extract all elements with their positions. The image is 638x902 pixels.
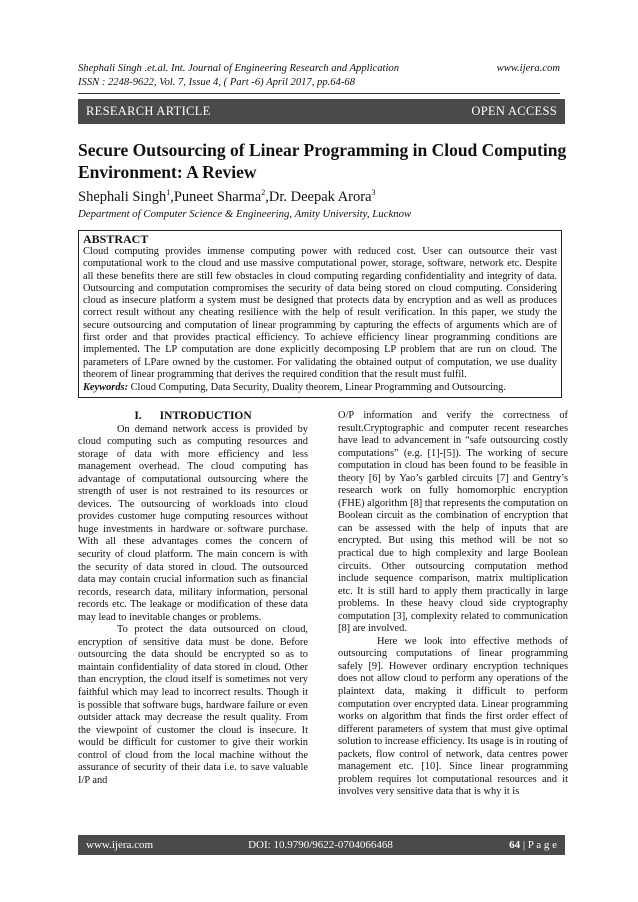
author-name: Shephali Singh bbox=[78, 188, 167, 205]
affiliation: Department of Computer Science & Engineering, Amity University, Lucknow bbox=[78, 208, 412, 220]
section-title: INTRODUCTION bbox=[159, 410, 252, 422]
body-paragraph: On demand network access is provided by cloud computing such as computing resources and storage of data with more efficiency and less management overhead. The cloud computing has advantage of computational outsourcing where the strength of user is not restrained to its resources or devices. The outsourcing of workloads into cloud provides customer huge computing resources without huge investments in hardware or software purchase. With all these advantages comes the concern of security of cloud platform. The main concern is with the security of data stored in cloud. The outsourced data may contain crucial information such as financial records, research data, military information, personal records etc. The leakage or modification of these data may lead to inevitable changes or problems. bbox=[78, 423, 308, 623]
article-type-banner bbox=[78, 99, 565, 124]
keywords-line bbox=[83, 382, 557, 394]
author-name: Dr. Deepak Arora bbox=[268, 188, 372, 205]
body-paragraph: Here we look into effective methods of outsourcing computations of linear programming safely [9]. However ordinary encryption techniques does not allow cloud to perform any operations of the plaintext data, making it difficult to perform computation over encrypted data. Linear programming works on algorithm that finds the first order effect of different parameters of system that must give optimal solution to increase efficiency. Its usage is in routing of packets, flow control of network, data centres power management etc. [10]. Since linear programming problem requires lot computational resources and it involves very sensitive data that is why it is bbox=[338, 635, 568, 798]
body-paragraph: O/P information and verify the correctness of result.Cryptographic and computer recent researches have lead to advancement in “safe outsourcing costly computations” (e.g. [1]-[5]). The working of secure computation in cloud has been found to be feasible in theory [6] by Yao’s garbled circuits [7] and Gentry’s research work on fully homomorphic encryption (FHE) algorithm [8] that represents the computation on Boolean circuit as the combination of encryption that can be assessed with the help of inputs that are encrypted. But using this method will be not so practical due to high complexity and large Boolean circuits. Other outsourcing computation method include sequence comparison, matrix multiplication etc. It is still hard to apply them practically in large problems. In these heavy cloud side cryptography computation [3], complexity related to communication [8] are involved. bbox=[338, 410, 568, 635]
author-name: Puneet Sharma bbox=[173, 188, 262, 205]
keywords-label: Keywords: bbox=[83, 382, 129, 394]
author-separator: , bbox=[170, 188, 174, 205]
header-rule bbox=[78, 93, 560, 94]
author-affil-mark: 3 bbox=[371, 188, 376, 197]
open-access-label: OPEN ACCESS bbox=[471, 104, 557, 118]
footer-website[interactable]: www.ijera.com bbox=[86, 839, 154, 851]
abstract-heading: ABSTRACT bbox=[83, 232, 149, 246]
paper-title: Secure Outsourcing of Linear Programming in Cloud Computing Environment: A Review bbox=[78, 140, 567, 182]
author-separator: , bbox=[265, 188, 269, 205]
abstract-text: Cloud computing provides immense computing power with reduced cost. User can outsource their vast computational work to the cloud and use massive computational power, storage, software, network etc. Despite all these benefits there are still few obstacles in cloud computing regarding confidentiality and integrity of data. Outsourcing and computation compromises the security of data being stored on cloud computing. Considering cloud as insecure platform a system must be designed that protects data by encryption and as well as produces correct result without any cheating resilience with the help of result verification. In this paper, we study the secure outsourcing and computation of linear programming by capturing the effects of arguments which are of first order and that provides practical efficiency. To achieve efficiency linear programming conditions are implemented. The LP computation are done explicitly decomposing LP problem that are run on cloud. The parameters of LPare owned by the customer. For validating the obtained output of computation, we use duality theorem of linear programming that derives the required condition that the result must fulfil. bbox=[83, 246, 557, 380]
page-number: 64 bbox=[509, 839, 521, 851]
page-footer bbox=[78, 835, 565, 855]
section-heading bbox=[78, 410, 308, 423]
page-label: | P a g e bbox=[520, 839, 557, 851]
body-paragraph: To protect the data outsourced on cloud, encryption of sensitive data must be done. Before outsourcing the data should be encrypted so as to maintain confidentiality of data stored in cloud. Other than encryption, the cloud itself is sometimes not very faithful which may lead to incorrect results. Though it is possible that software bugs, hardware failure or even outsider attack may decrease the result quality. From the viewpoint of customer the cloud is insecure. It would be difficult for customer to give their workin control of cloud from the local machine without the assurance of security of their data i.e. to save valuable I/P and bbox=[78, 624, 308, 786]
research-article-label: RESEARCH ARTICLE bbox=[86, 104, 211, 118]
keywords-text: Cloud Computing, Data Security, Duality theorem, Linear Programming and Outsourcing. bbox=[128, 382, 506, 394]
abstract-box bbox=[78, 230, 562, 398]
page-indicator bbox=[509, 839, 557, 851]
section-number: I. bbox=[134, 410, 142, 422]
left-column bbox=[78, 410, 308, 787]
issn-line: ISSN : 2248-9622, Vol. 7, Issue 4, ( Part -6) April 2017, pp.64-68 bbox=[78, 77, 355, 88]
running-header bbox=[78, 62, 560, 90]
doi-label[interactable]: DOI: 10.9790/9622-0704066468 bbox=[248, 839, 393, 851]
author-list bbox=[78, 188, 376, 206]
author-affil-mark: 1 bbox=[166, 188, 171, 197]
journal-citation: Shephali Singh .et.al. Int. Journal of Engineering Research and Application bbox=[78, 63, 400, 74]
author-affil-mark: 2 bbox=[261, 188, 266, 197]
right-column bbox=[338, 410, 568, 799]
journal-website[interactable]: www.ijera.com bbox=[496, 63, 560, 74]
